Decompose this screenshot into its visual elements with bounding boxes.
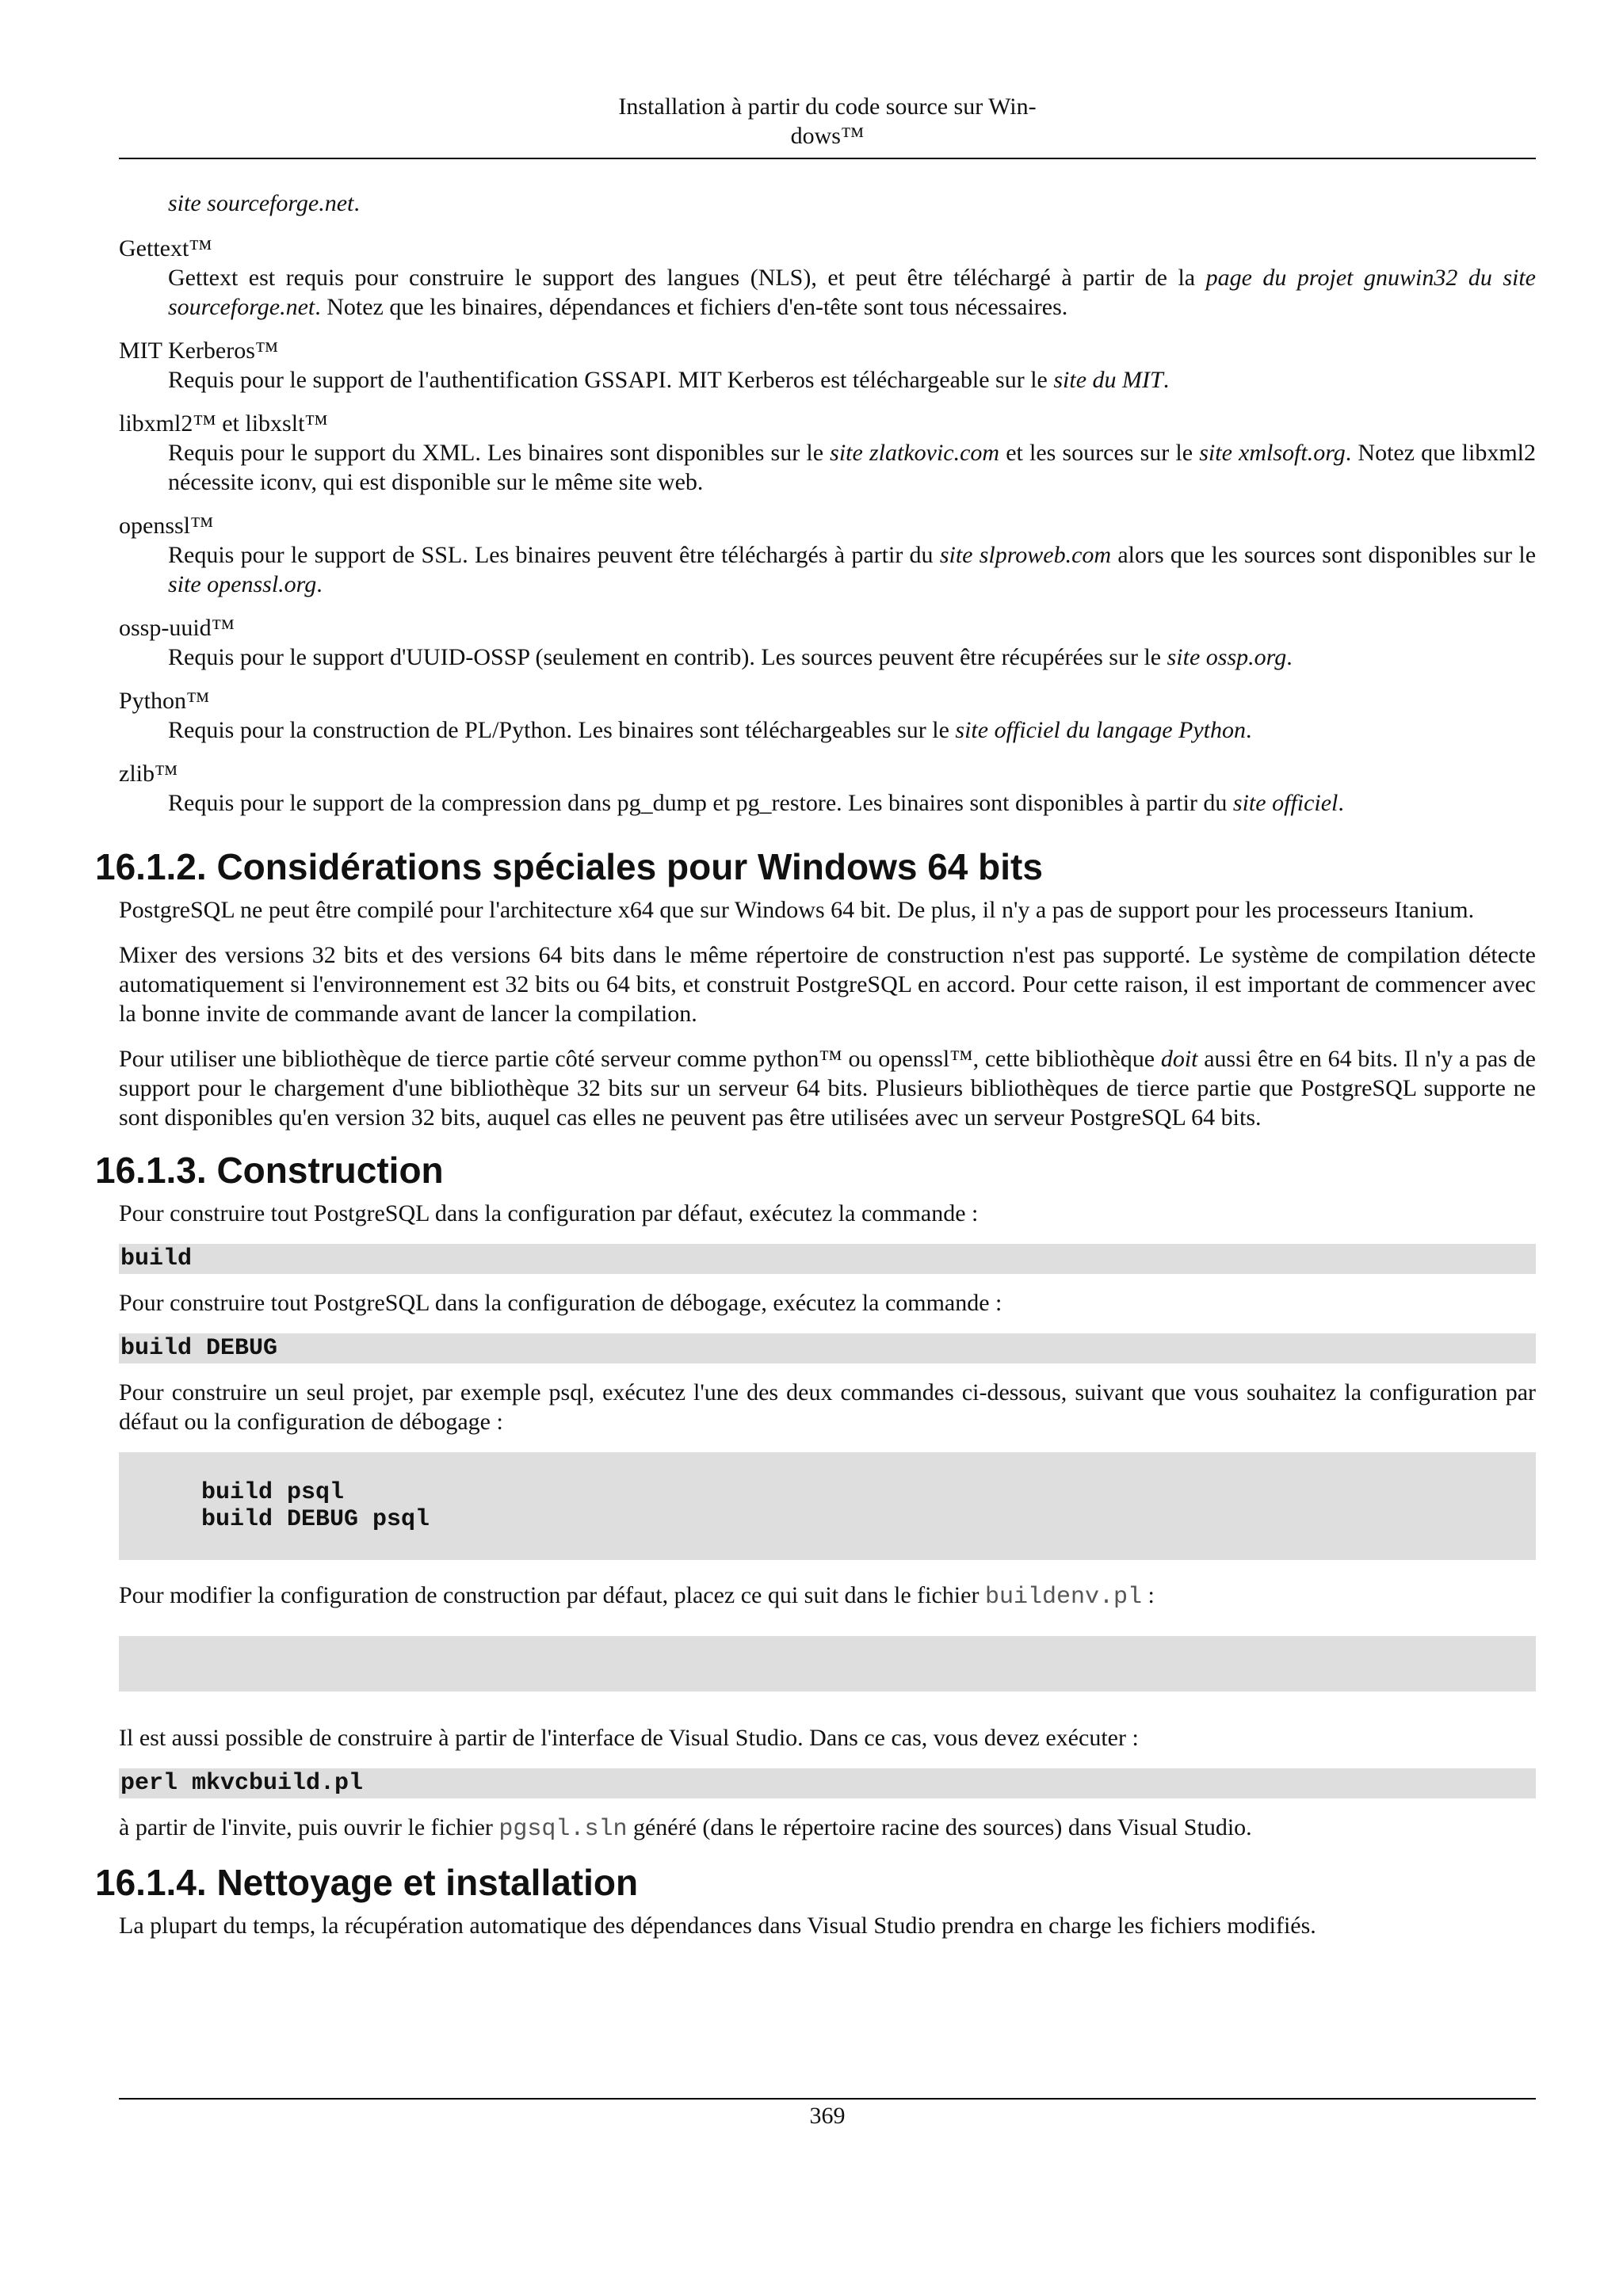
- link-text[interactable]: page du projet gnuwin32 du site sourceforge.net: [168, 265, 1536, 320]
- page-number: 369: [809, 2103, 846, 2129]
- header-rule: [119, 158, 1536, 159]
- definition-description: Gettext est requis pour construire le support des langues (NLS), et peut être téléchargé à partir de la page du projet gnuwin32 du site sourceforge.net. Notez que les binaires, dépendances et fichiers d'en-tête sont tous nécessaires.: [168, 265, 1536, 320]
- paragraph: PostgreSQL ne peut être compilé pour l'architecture x64 que sur Windows 64 bit. De plus, il n'y a pas de support pour les processeurs Itanium.: [119, 897, 1475, 923]
- definition-item: [119, 686, 1536, 745]
- paragraph: Pour construire tout PostgreSQL dans la configuration par défaut, exécutez la commande :: [119, 1200, 979, 1226]
- section-heading-construction: 16.1.3. Construction: [95, 1150, 444, 1191]
- definition-item: [119, 234, 1536, 322]
- empty-code-block: [119, 1636, 1536, 1691]
- link-text[interactable]: site du MIT: [1053, 367, 1163, 393]
- definition-term: MIT Kerberos™: [119, 338, 279, 364]
- command-line: build DEBUG: [119, 1333, 1536, 1363]
- command-line: perl mkvcbuild.pl: [119, 1768, 1536, 1798]
- command-line: build: [119, 1244, 1536, 1274]
- definition-description: Requis pour le support du XML. Les binaires sont disponibles sur le site zlatkovic.com et les sources sur le site xmlsoft.org. Notez que libxml2 nécessite iconv, qui est disponible sur le même site web.: [168, 440, 1536, 495]
- definition-term: openssl™: [119, 513, 214, 539]
- code-line: build psql: [201, 1479, 345, 1506]
- link-text[interactable]: site officiel: [1232, 790, 1338, 816]
- definition-item: [119, 759, 1536, 818]
- definition-term: zlib™: [119, 761, 178, 787]
- paragraph: La plupart du temps, la récupération automatique des dépendances dans Visual Studio prendra en charge les fichiers modifiés.: [119, 1913, 1316, 1939]
- definition-item: [119, 409, 1536, 497]
- definition-description: Requis pour le support de la compression dans pg_dump et pg_restore. Les binaires sont disponibles à partir du site officiel.: [168, 790, 1344, 816]
- header-title-line2: dows™: [790, 123, 865, 149]
- link-text[interactable]: site openssl.org: [168, 571, 317, 597]
- code-line: build DEBUG psql: [201, 1506, 430, 1533]
- continued-definition: site sourceforge.net.: [168, 190, 360, 216]
- link-text[interactable]: site officiel du langage Python: [955, 717, 1246, 743]
- filename: pgsql.sln: [498, 1816, 628, 1843]
- definition-item: [119, 613, 1536, 672]
- definition-description: Requis pour le support de SSL. Les binaires peuvent être téléchargés à partir du site slproweb.com alors que les sources sont disponibles sur le site openssl.org.: [168, 542, 1537, 597]
- definition-term: ossp-uuid™: [119, 615, 235, 641]
- paragraph: Pour construire tout PostgreSQL dans la configuration de débogage, exécutez la commande :: [119, 1290, 1002, 1316]
- footer-rule: [119, 2098, 1536, 2100]
- definition-term: libxml2™ et libxslt™: [119, 410, 328, 437]
- link-text[interactable]: site sourceforge.net: [168, 190, 354, 216]
- paragraph: à partir de l'invite, puis ouvrir le fichier pgsql.sln généré (dans le répertoire racine des sources) dans Visual Studio.: [119, 1814, 1252, 1843]
- paragraph: Mixer des versions 32 bits et des versions 64 bits dans le même répertoire de construction n'est pas supporté. Le système de compilation détecte automatiquement si l'environnement est 32 bits ou 64 bits, et construit PostgreSQL en accord. Pour cette raison, il est important de commencer avec la bonne invite de commande avant de lancer la compilation.: [119, 942, 1536, 1027]
- definition-term: Gettext™: [119, 235, 212, 261]
- paragraph: Pour utiliser une bibliothèque de tierce partie côté serveur comme python™ ou openssl™, cette bibliothèque doit aussi être en 64 bits. Il n'y a pas de support pour le chargement d'une bibliothèque 32 bits sur un serveur 64 bits. Plusieurs bibliothèques de tierce partie que PostgreSQL supporte ne sont disponibles qu'en version 32 bits, auquel cas elles ne peuvent pas être utilisées avec un serveur PostgreSQL 64 bits.: [119, 1046, 1536, 1131]
- paragraph: Pour modifier la configuration de construction par défaut, placez ce qui suit dans le fichier buildenv.pl :: [119, 1582, 1155, 1611]
- definition-list: [119, 234, 1536, 818]
- page-content: [95, 189, 1537, 1956]
- definition-description: Requis pour la construction de PL/Python. Les binaires sont téléchargeables sur le site officiel du langage Python.: [168, 717, 1252, 743]
- paragraph: Il est aussi possible de construire à partir de l'interface de Visual Studio. Dans ce cas, vous devez exécuter :: [119, 1725, 1139, 1751]
- definition-item: [119, 336, 1536, 395]
- section-heading-64bits: 16.1.2. Considérations spéciales pour Windows 64 bits: [95, 846, 1043, 887]
- filename: buildenv.pl: [984, 1584, 1142, 1611]
- emphasis: doit: [1160, 1046, 1198, 1072]
- code-block: [119, 1452, 1536, 1560]
- link-text[interactable]: site xmlsoft.org: [1199, 440, 1346, 466]
- paragraph: Pour construire un seul projet, par exemple psql, exécutez l'une des deux commandes ci-dessous, suivant que vous souhaitez la configuration par défaut ou la configuration de débogage :: [119, 1379, 1536, 1435]
- definition-term: Python™: [119, 688, 210, 714]
- definition-item: [119, 511, 1536, 599]
- header-title-line1: Installation à partir du code source sur Win-: [618, 93, 1037, 120]
- running-header: [119, 92, 1536, 151]
- definition-description: Requis pour le support de l'authentification GSSAPI. MIT Kerberos est téléchargeable sur le site du MIT.: [168, 367, 1170, 393]
- link-text[interactable]: site slproweb.com: [939, 542, 1112, 568]
- link-text[interactable]: site zlatkovic.com: [830, 440, 1000, 466]
- link-text[interactable]: site ossp.org: [1167, 644, 1287, 670]
- definition-description: Requis pour le support d'UUID-OSSP (seulement en contrib). Les sources peuvent être récupérées sur le site ossp.org.: [168, 644, 1293, 670]
- section-heading-cleanup: 16.1.4. Nettoyage et installation: [95, 1862, 639, 1903]
